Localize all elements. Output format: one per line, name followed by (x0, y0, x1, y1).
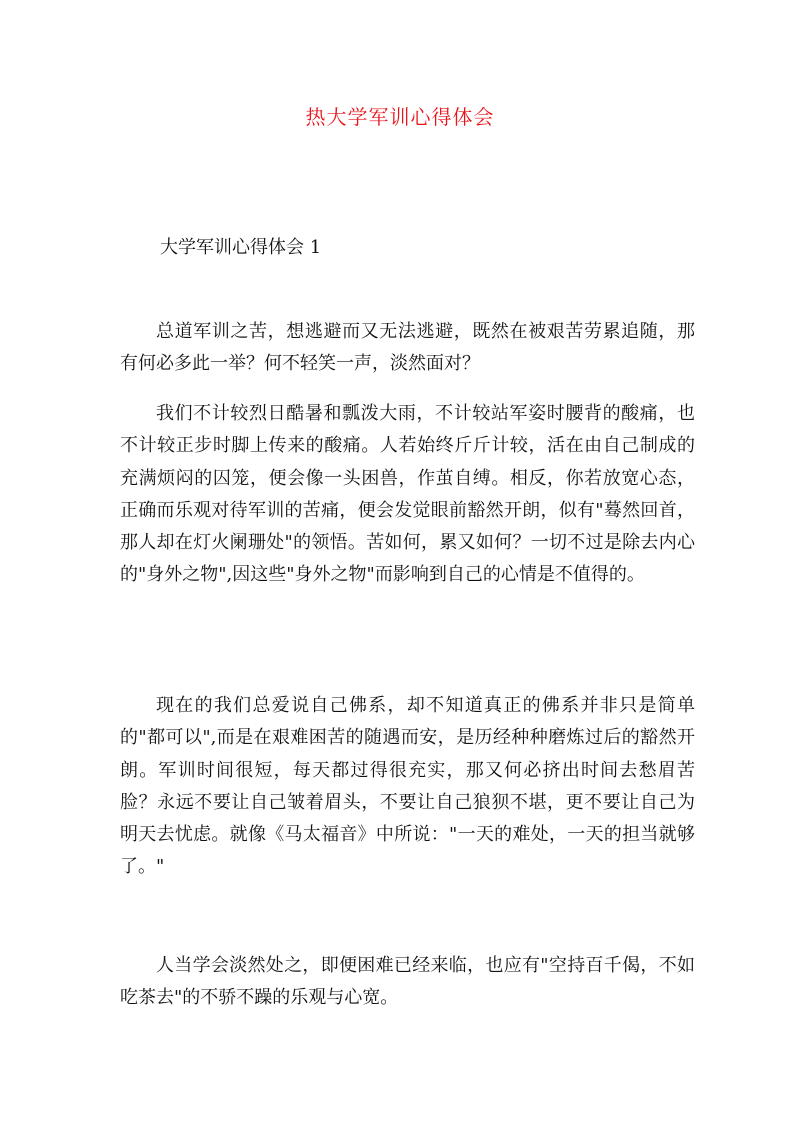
section-heading: 大学军训心得体会 1 (160, 237, 322, 258)
paragraph-2: 我们不计较烈日酷暑和瓢泼大雨，不计较站军姿时腰背的酸痛，也不计较正步时脚上传来的酸痛。人若始终斤斤计较，活在由自己制成的充满烦闷的囚笼，便会像一头困兽，作茧自缚。相反，你若放宽心态，正确而乐观对待军训的苦痛，便会发觉眼前豁然开朗，似有"蓦然回首，那人却在灯火阑珊处"的领悟。苦如何，累又如何？一切不过是除去内心的"身外之物",因这些"身外之物"而影响到自己的心情是不值得的。 (120, 403, 695, 586)
document-title: 热大学军训心得体会 (305, 105, 495, 129)
paragraph-4: 人当学会淡然处之，即便困难已经来临，也应有"空持百千偈，不如吃茶去"的不骄不躁的乐观与心宽。 (120, 955, 695, 1009)
paragraph-3: 现在的我们总爱说自己佛系，却不知道真正的佛系并非只是简单的"都可以",而是在艰难困苦的随遇而安，是历经种种磨炼过后的豁然开朗。军训时间很短，每天都过得很充实，那又何必挤出时间去愁眉苦脸？永远不要让自己皱着眉头，不要让自己狼狈不堪，更不要让自己为明天去忧虑。就像《马太福音》中所说："一天的难处，一天的担当就够了。" (120, 695, 695, 878)
paragraph-1: 总道军训之苦，想逃避而又无法逃避，既然在被艰苦劳累追随，那有何必多此一举？何不轻笑一声，淡然面对？ (120, 321, 695, 375)
